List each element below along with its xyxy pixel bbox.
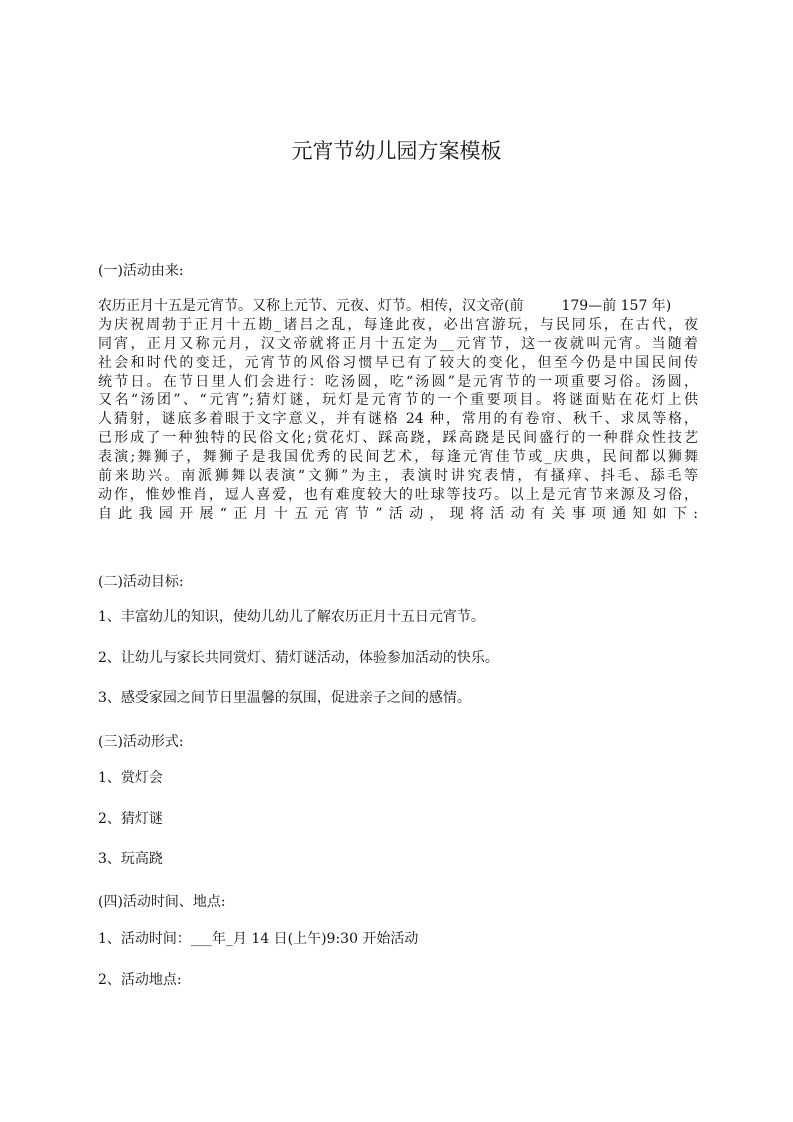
origin-paragraph (98, 297, 698, 543)
time-item: 1、活动时间：___年_月 14 日(上午)9:30 开始活动 (98, 931, 419, 947)
place-item: 2、活动地点: (98, 972, 182, 988)
goal-item: 3、感受家园之间节日里温馨的氛围，促进亲子之间的感情。 (98, 690, 471, 706)
section-heading-time-place: (四)活动时间、地点: (98, 894, 226, 910)
paragraph-line: 表演;舞狮子，舞狮子是我国优秀的民间艺术，每逢元宵佳节或_庆典，民间都以狮舞 (98, 449, 698, 466)
paragraph-line: 前来助兴。南派狮舞以表演“文狮”为主，表演时讲究表情，有搔痒、抖毛、舔毛等 (98, 468, 698, 485)
document-title: 元宵节幼儿园方案模板 (291, 139, 502, 163)
goal-item: 2、让幼儿与家长共同赏灯、猜灯谜活动，体验参加活动的快乐。 (98, 650, 499, 666)
paragraph-line: 自此我园开展“正月十五元宵节”活动，现将活动有关事项通知如下: (98, 505, 698, 522)
paragraph-line: 已形成了一种独特的民俗文化;赏花灯、踩高跷，踩高跷是民间盛行的一种群众性技艺 (98, 430, 698, 447)
paragraph-line (98, 524, 698, 543)
paragraph-line: 同宵，正月又称元月，汉文帝就将正月十五定为__元宵节，这一夜就叫元宵。当随着 (98, 335, 698, 352)
paragraph-line: 社会和时代的变迁，元宵节的风俗习惯早已有了较大的变化，但至今仍是中国民间传 (98, 354, 698, 371)
paragraph-line: 为庆祝周勃于正月十五勘_诸吕之乱，每逢此夜，必出宫游玩，与民同乐，在古代，夜 (98, 316, 698, 333)
paragraph-line: 动作，惟妙惟肖，逗人喜爱，也有难度较大的吐球等技巧。以上是元宵节来源及习俗， (98, 486, 698, 503)
format-item: 1、赏灯会 (98, 770, 163, 786)
section-heading-format: (三)活动形式: (98, 734, 184, 750)
section-heading-origin: (一)活动由来: (98, 263, 184, 279)
paragraph-line: 统节日。在节日里人们会进行：吃汤圆，吃“汤圆”是元宵节的一项重要习俗。汤圆， (98, 373, 698, 390)
paragraph-line: 农历正月十五是元宵节。又称上元节、元夜、灯节。相传，汉文帝(前 179—前 157 年) (98, 298, 672, 314)
paragraph-line: 人猜射，谜底多着眼于文字意义，并有谜格 24 种，常用的有卷帘、秋千、求凤等格， (98, 411, 698, 428)
format-item: 3、玩高跷 (98, 851, 163, 867)
format-item: 2、猜灯谜 (98, 811, 163, 827)
section-heading-goals: (二)活动目标: (98, 574, 184, 590)
paragraph-line: 又名“汤团”、“元宵”;猜灯谜，玩灯是元宵节的一个重要项目。将谜面贴在花灯上供 (98, 392, 698, 409)
goal-item: 1、丰富幼儿的知识，使幼儿幼儿了解农历正月十五日元宵节。 (98, 609, 485, 625)
